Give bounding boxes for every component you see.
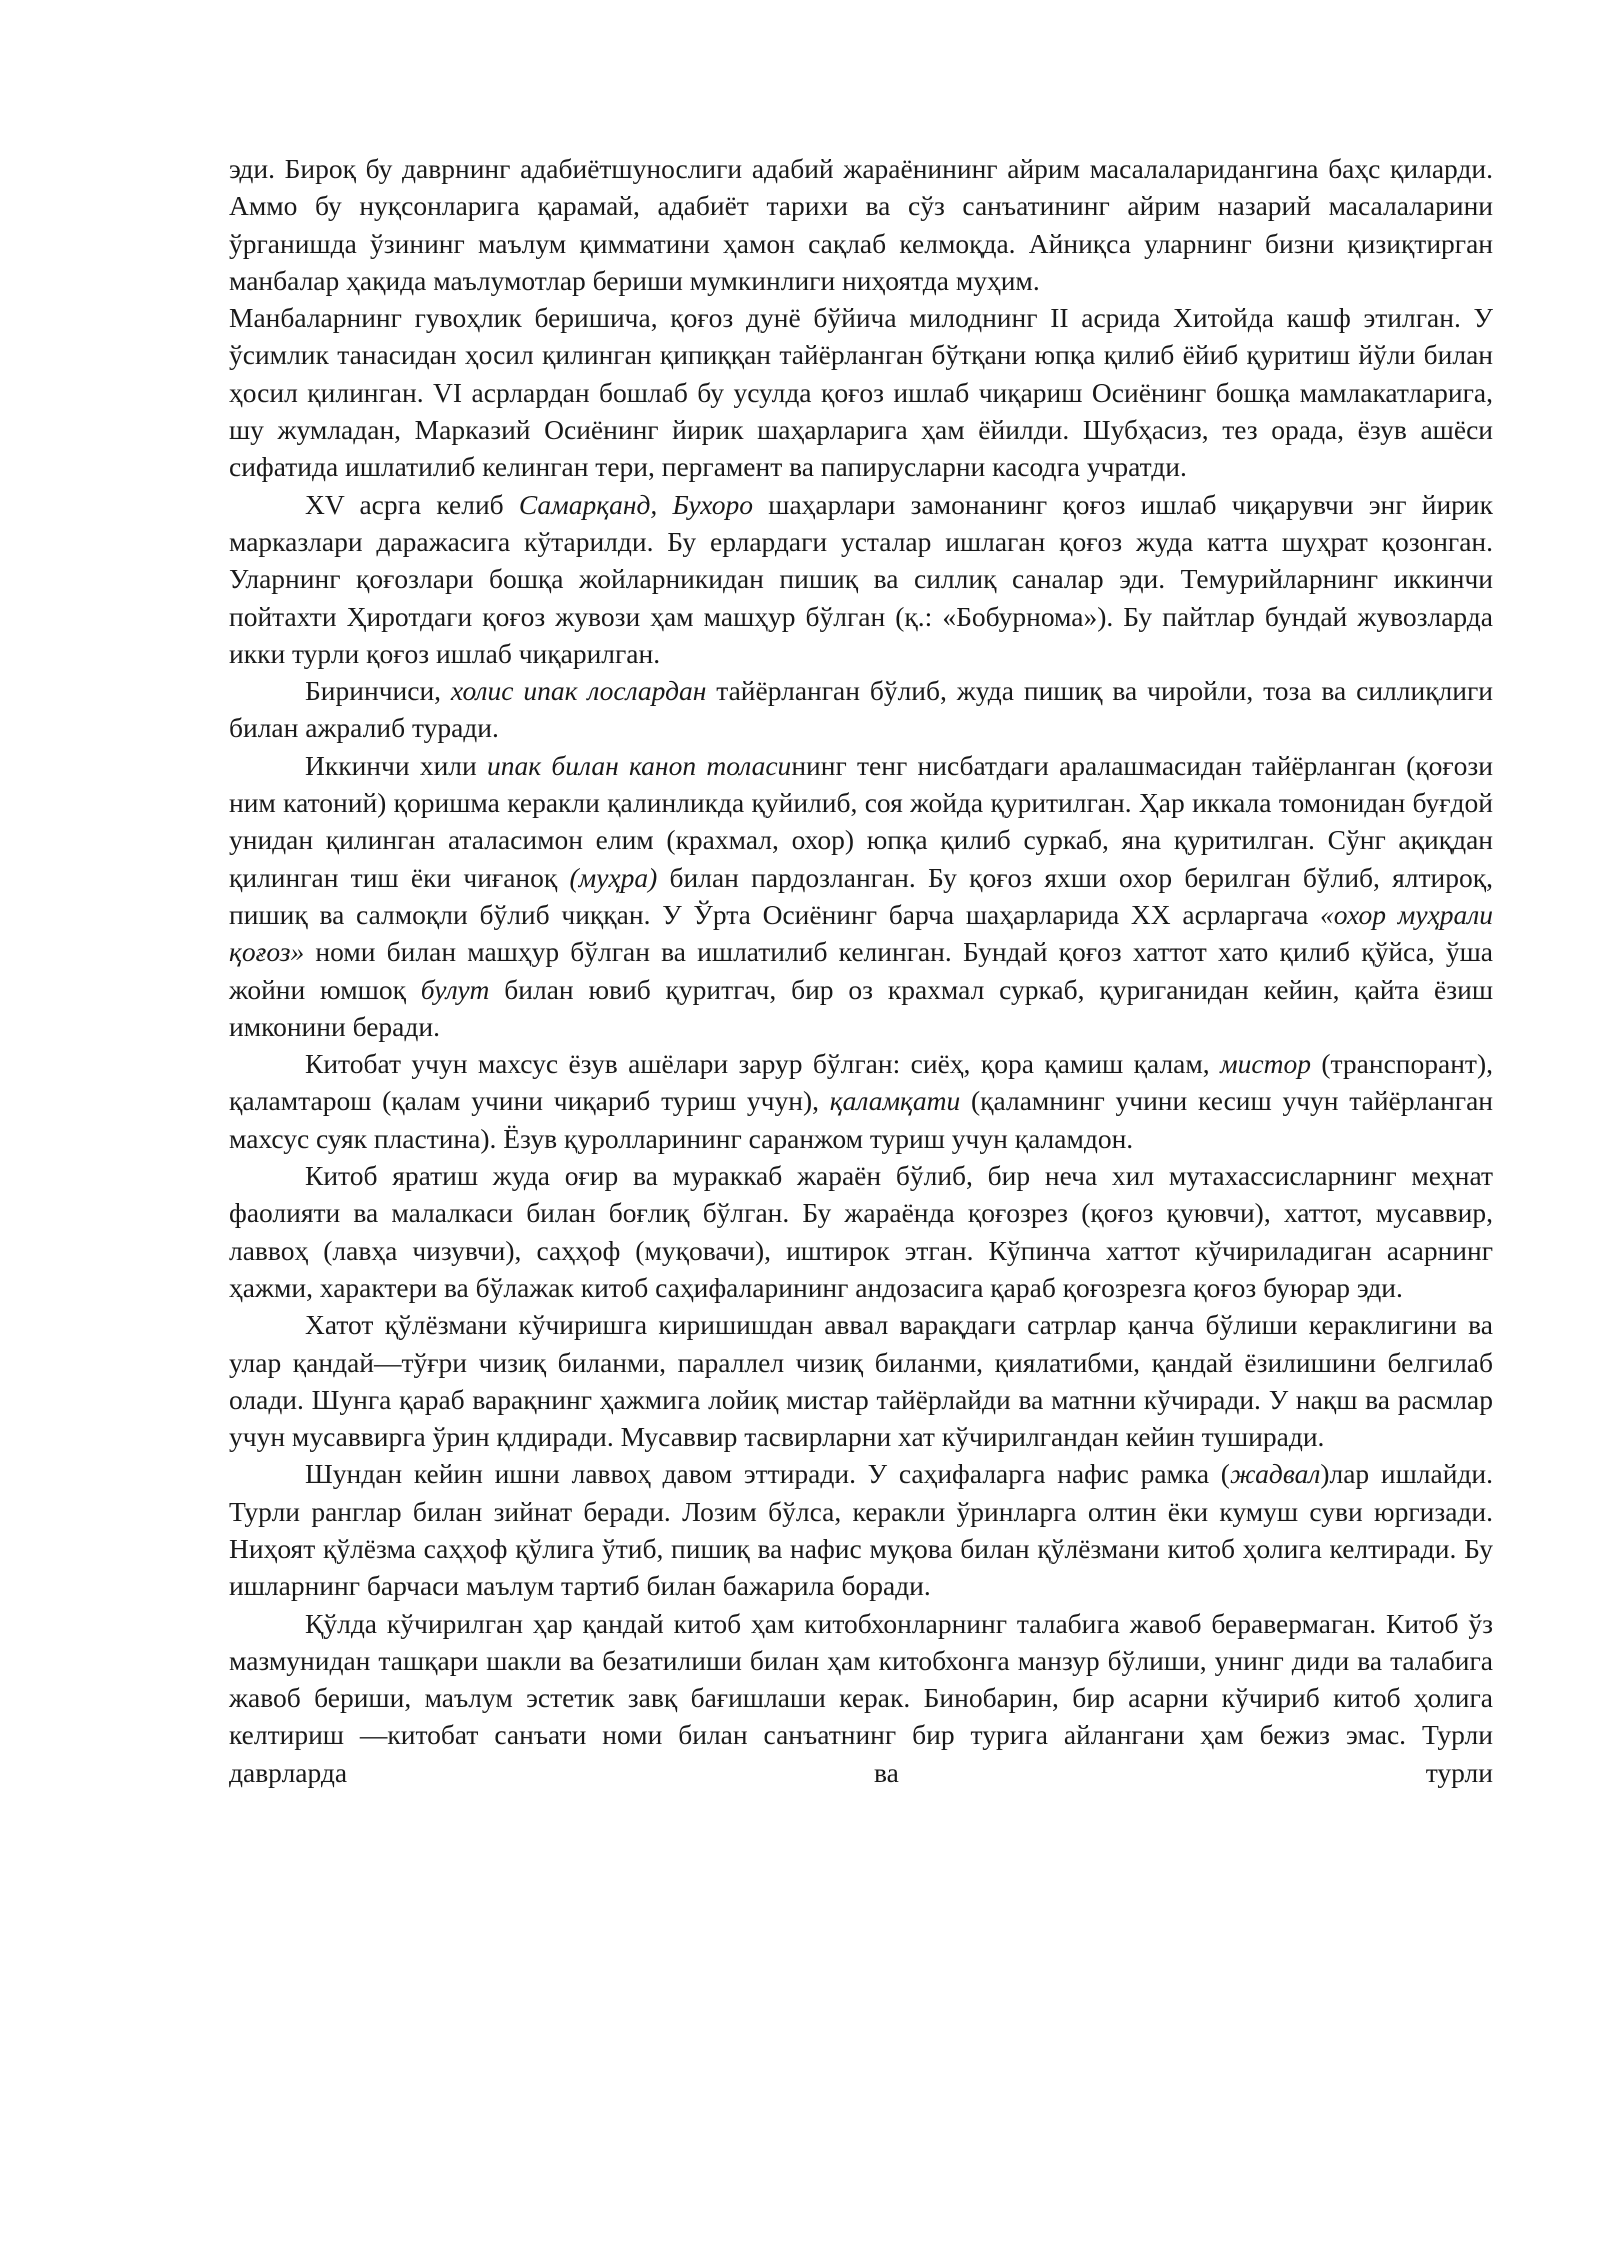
italic-text-run: холис ипак лослардан xyxy=(450,675,707,707)
text-run: )лар ишлайди. Турли ранглар билан зийнат беради. Лозим бўлса, керакли ўринларга олтин ёки кумуш суви юргизади. Ниҳоят қўлёзма саҳҳоф қўлига ўтиб, пишиқ ва нафис муқова билан қўлёзмани китоб ҳолига келтиради. Бу ишларнинг барчаси маълум тартиб билан бажарила боради. xyxy=(229,1458,1493,1602)
body-text xyxy=(229,150,1493,1791)
text-run: Қўлда кўчирилган ҳар қандай китоб ҳам китобхонларнинг талабига жавоб беравермаган. Китоб ўз мазмунидан ташқари шакли ва безатилиши билан ҳам китобхонга манзур бўлиши, унинг диди ва талабига жавоб бериши, маълум эстетик завқ бағишлаши керак. Бинобарин, бир асарни кўчириб китоб ҳолига келтириш —китобат санъати номи билан санъатнинг бир турига айлангани ҳам бежиз эмас. Турли даврларда ва турли xyxy=(229,1607,1493,1788)
paragraph xyxy=(229,1306,1493,1455)
text-run: Биринчиси, xyxy=(305,675,451,707)
italic-text-run: қаламқати xyxy=(829,1085,961,1117)
text-run: Китоб яратиш жуда оғир ва мураккаб жараён бўлиб, бир неча хил мутахассисларнинг меҳнат фаолияти ва малалкаси билан боғлиқ бўлган. Бу жараёнда қоғозрез (қоғоз қуювчи), хаттот, мусаввир, лаввоҳ (лавҳа чизувчи), саҳҳоф (муқовачи), иштирок этган. Кўпинча хаттот кўчириладиган асарнинг ҳажми, характери ва бўлажак китоб саҳифаларининг андозасига қараб қоғозрезга қоғоз буюрар эди. xyxy=(229,1160,1493,1303)
italic-text-run: ипак билан каноп толаси xyxy=(487,749,792,781)
text-run: номи билан машҳур бўлган ва ишлатилиб келинган. Бундай қоғоз хаттот хато қилиб қўйса, ўша жойни юмшоқ xyxy=(229,936,1493,1005)
text-run: эди. Бироқ бу даврнинг адабиётшунослиги адабий жараёнининг айрим масалаларидангина баҳс қиларди. Аммо бу нуқсонларига қарамай, адабиёт тарихи ва сўз санъатининг айрим назарий масалаларини ўрганишда ўзининг маълум қимматини ҳамон сақлаб келмоқда. Айниқса уларнинг бизни қизиқтирган манбалар ҳақида маълумотлар бериши мумкинлиги ниҳоятда муҳим. xyxy=(229,153,1493,296)
text-run: билан пардозланган. Бу қоғоз яхши охор берилган бўлиб, ялтироқ, пишиқ ва салмоқли бўлиб чиққан. У Ўрта Осиёнинг барча шаҳарларида XX асрларгача xyxy=(229,861,1493,930)
text-run: нинг тенг нисбатдаги аралашмасидан тайёрланган (қоғози ним катоний) қоришма керакли қалинликда қуйилиб, соя жойда қуритилган. Ҳар иккала томонидан буғдой унидан қилинган аталасимон елим (крахмал, охор) юпқа қилиб суркаб, яна қуритилган. Сўнг ақиқдан қилинган тиш ёки чиғаноқ xyxy=(229,749,1494,893)
paragraph xyxy=(229,747,1493,1045)
italic-text-run: Самарқанд, Бухоро xyxy=(518,488,754,520)
text-run: (қаламнинг учини кесиш учун тайёрланган махсус суяк пластина). Ёзув қуролларининг саранжом туриш учун қаламдон. xyxy=(229,1085,1493,1154)
italic-text-run: (муҳра) xyxy=(569,861,658,893)
text-run: тайёрланган бўлиб, жуда пишиқ ва чиройли, тоза ва силлиқлиги билан ажралиб туради. xyxy=(229,675,1493,744)
text-run: (транспорант), қаламтарош (қалам учини чиқариб туриш учун), xyxy=(229,1048,1493,1117)
text-run: XV асрга келиб xyxy=(305,488,519,520)
paragraph xyxy=(229,299,1493,485)
text-run: Китобат учун махсус ёзув ашёлари зарур бўлган: сиёҳ, қора қамиш қалам, xyxy=(305,1048,1221,1080)
italic-text-run: мистор xyxy=(1220,1048,1311,1080)
paragraph xyxy=(229,1605,1493,1791)
text-run: шаҳарлари замонанинг қоғоз ишлаб чиқарувчи энг йирик марказлари даражасига кўтарилди. Бу ерлардаги усталар ишлаган қоғоз жуда катта шуҳрат қозонган. Уларнинг қоғозлари бошқа жойларникидан пишиқ ва силлиқ саналар эди. Темурийларнинг иккинчи пойтахти Ҳиротдаги қоғоз жувози ҳам машҳур бўлган (қ.: «Бобурнома»). Бу пайтлар бундай жувозларда икки турли қоғоз ишлаб чиқарилган. xyxy=(229,488,1494,669)
text-run: Манбаларнинг гувоҳлик беришича, қоғоз дунё бўйича милоднинг II асрида Хитойда кашф этилган. У ўсимлик танасидан ҳосил қилинган қипиққан тайёрланган бўтқани юпқа қилиб ёйиб қуритиш йўли билан ҳосил қилинган. VI асрлардан бошлаб бу усулда қоғоз ишлаб чиқариш Осиёнинг бошқа мамлакатларига, шу жумладан, Марказий Осиёнинг йирик шаҳарларига ҳам ёйилди. Шубҳасиз, тез орада, ёзув ашёси сифатида ишлатилиб келинган тери, пергамент ва папирусларни касодга учратди. xyxy=(229,302,1493,483)
paragraph xyxy=(229,150,1493,299)
paragraph xyxy=(229,1455,1493,1604)
paragraph xyxy=(229,486,1493,672)
text-run: Иккинчи хили xyxy=(305,749,488,781)
italic-text-run: жадвал xyxy=(1229,1458,1321,1490)
italic-text-run: булут xyxy=(420,973,490,1005)
italic-text-run: «охор муҳрали қоғоз» xyxy=(229,898,1493,968)
paragraph xyxy=(229,672,1493,747)
paragraph xyxy=(229,1045,1493,1157)
text-run: Хатот қўлёзмани кўчиришга киришишдан аввал варақдаги сатрлар қанча бўлиши кераклигини ва улар қандай—тўғри чизиқ биланми, параллел чизиқ биланми, қиялатибми, қандай ёзилишини белгилаб олади. Шунга қараб варақнинг ҳажмига лойиқ мистар тайёрлайди ва матнни кўчиради. У нақш ва расмлар учун мусаввирга ўрин қлдиради. Мусаввир тасвирларни хат кўчирилгандан кейин туширади. xyxy=(229,1309,1493,1453)
text-run: Шундан кейин ишни лаввоҳ давом эттиради. У саҳифаларга нафис рамка ( xyxy=(305,1458,1230,1490)
paragraph xyxy=(229,1157,1493,1306)
text-run: билан ювиб қуритгач, бир оз крахмал суркаб, қуриганидан кейин, қайта ёзиш имконини беради. xyxy=(229,973,1493,1042)
